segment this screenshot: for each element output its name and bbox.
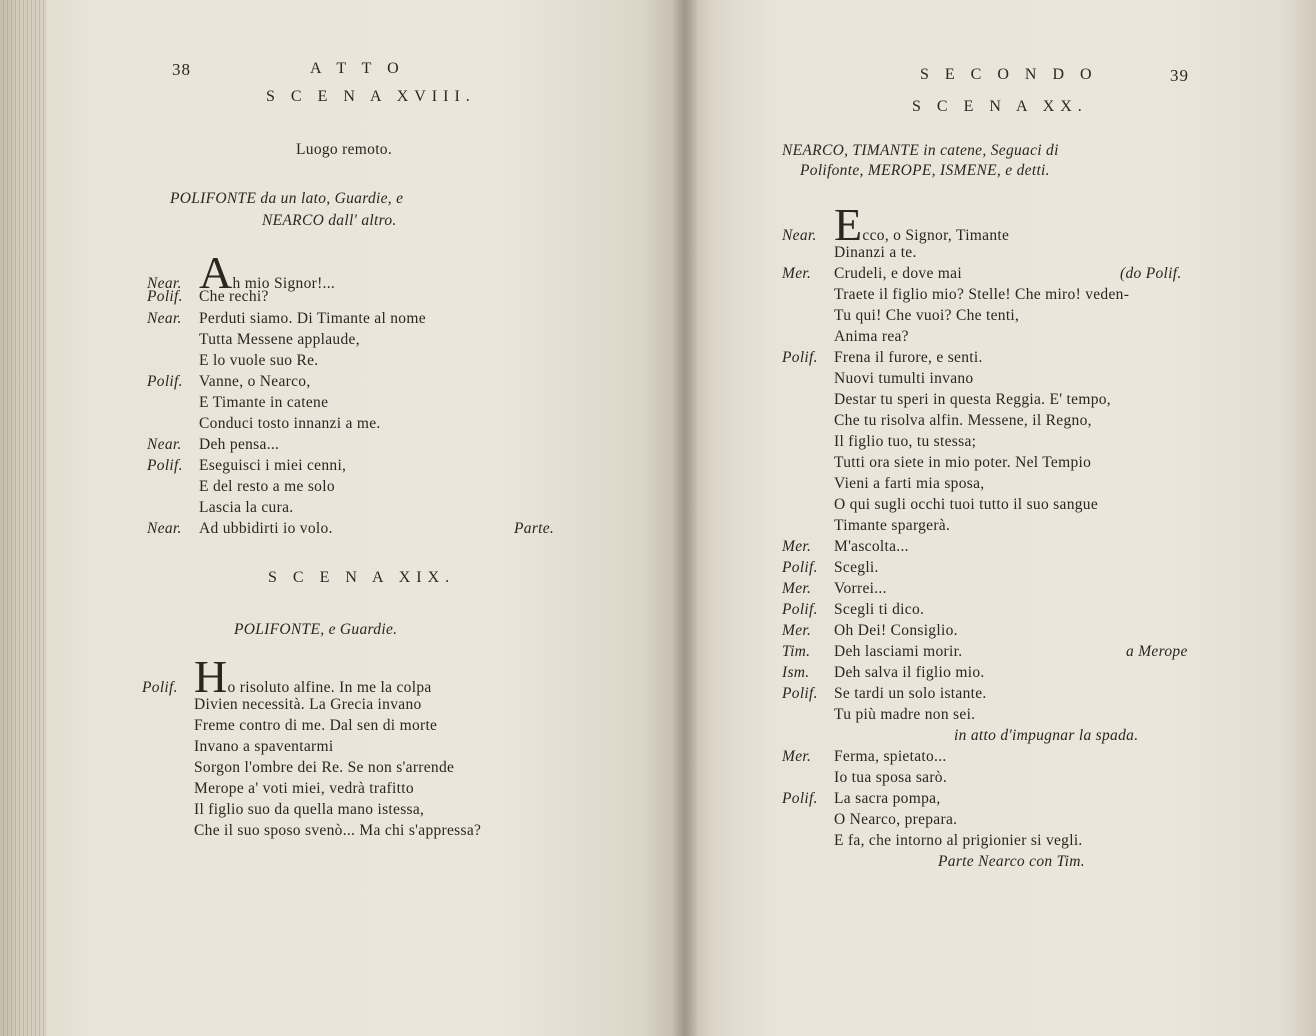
speaker: Polif. [782, 349, 818, 366]
line-text: Eseguisci i miei cenni, [199, 457, 347, 474]
line-text: Vanne, o Nearco, [199, 373, 311, 390]
dialogue-line: Sorgon l'ombre dei Re. Se non s'arrende [194, 759, 455, 776]
stage-direction: (do Polif. [1120, 265, 1182, 282]
dialogue-line: E lo vuole suo Re. [199, 352, 319, 369]
speaker: Polif. [147, 288, 183, 305]
dialogue-line [142, 651, 432, 702]
dialogue-line: Il figlio tuo, tu stessa; [834, 433, 977, 450]
line-text: o risoluto alfine. In me la colpa [227, 679, 432, 696]
dialogue-line: Tu qui! Che vuoi? Che tenti, [834, 307, 1020, 324]
dialogue-line [782, 538, 909, 556]
dialogue-line [147, 288, 269, 306]
speaker: Polif. [147, 457, 183, 474]
speaker: Mer. [782, 622, 812, 639]
speaker: Polif. [147, 373, 183, 390]
speaker: Polif. [782, 790, 818, 807]
dialogue-line [782, 349, 983, 367]
characters: POLIFONTE, e Guardie. [234, 621, 398, 638]
dialogue-line [782, 790, 941, 808]
scene-title: S C E N A XIX. [268, 569, 456, 586]
line-text: Ferma, spietato... [834, 748, 947, 765]
line-text: Scegli. [834, 559, 879, 576]
right-page [684, 0, 1316, 1036]
line-text: Deh salva il figlio mio. [834, 664, 985, 681]
speaker: Near. [147, 275, 182, 292]
line-text: Ad ubbidirti io volo. [199, 520, 333, 537]
dialogue-line: Invano a spaventarmi [194, 738, 334, 755]
speaker: Tim. [782, 643, 811, 660]
speaker: Polif. [782, 601, 818, 618]
running-head: S E C O N D O [920, 66, 1098, 83]
speaker: Mer. [782, 748, 812, 765]
dialogue-line [782, 664, 985, 682]
line-text: Deh pensa... [199, 436, 280, 453]
dialogue-line: Freme contro di me. Dal sen di morte [194, 717, 438, 734]
speaker: Near. [147, 436, 182, 453]
dialogue-line [147, 457, 346, 475]
characters: NEARCO, TIMANTE in catene, Seguaci di [782, 142, 1059, 159]
dialogue-line: Traete il figlio mio? Stelle! Che miro! veden- [834, 286, 1130, 303]
dialogue-line [782, 199, 1010, 250]
running-head: A T T O [310, 60, 405, 77]
drop-cap: A [199, 247, 233, 298]
dialogue-line: O qui sugli occhi tuoi tutto il suo sangue [834, 496, 1099, 513]
dialogue-line [782, 622, 958, 640]
dialogue-line: E fa, che intorno al prigionier si vegli. [834, 832, 1083, 849]
dialogue-line [147, 436, 279, 454]
dialogue-line: E del resto a me solo [199, 478, 335, 495]
line-text: Deh lasciami morir. [834, 643, 963, 660]
book-gutter [672, 0, 698, 1036]
dialogue-line [782, 685, 987, 703]
speaker: Near. [147, 520, 182, 537]
line-text: Frena il furore, e senti. [834, 349, 983, 366]
line-text: Crudeli, e dove mai [834, 265, 962, 282]
speaker: Polif. [782, 685, 818, 702]
dialogue-line: Tutti ora siete in mio poter. Nel Tempio [834, 454, 1092, 471]
line-text: La sacra pompa, [834, 790, 941, 807]
dialogue-line: E Timante in catene [199, 394, 329, 411]
dialogue-line: Divien necessità. La Grecia invano [194, 696, 422, 713]
dialogue-line: Conduci tosto innanzi a me. [199, 415, 381, 432]
speaker: Near. [147, 310, 182, 327]
stage-direction: Parte Nearco con Tim. [938, 853, 1085, 870]
dialogue-line: Lascia la cura. [199, 499, 294, 516]
stage-direction: Parte. [514, 520, 555, 537]
dialogue-line [782, 601, 924, 619]
dialogue-line [782, 580, 887, 598]
dialogue-line: Vieni a farti mia sposa, [834, 475, 985, 492]
speaker: Ism. [782, 664, 810, 681]
line-text: Scegli ti dico. [834, 601, 925, 618]
speaker: Mer. [782, 265, 812, 282]
speaker: Near. [782, 227, 817, 244]
line-text: Vorrei... [834, 580, 887, 597]
dialogue-line [782, 559, 879, 577]
speaker: Polif. [142, 679, 178, 696]
line-text: Che rechi? [199, 288, 269, 305]
dialogue-line: Timante spargerà. [834, 517, 951, 534]
dialogue-line: Che tu risolva alfin. Messene, il Regno, [834, 412, 1092, 429]
setting: Luogo remoto. [296, 141, 393, 158]
dialogue-line: Dinanzi a te. [834, 244, 917, 261]
dialogue-line [147, 310, 426, 328]
stage-direction: a Merope [1126, 643, 1188, 660]
line-text: Oh Dei! Consiglio. [834, 622, 958, 639]
dialogue-line: Il figlio suo da quella mano istessa, [194, 801, 425, 818]
line-text: h mio Signor!... [232, 275, 336, 292]
dialogue-line: Tu più madre non sei. [834, 706, 976, 723]
line-text: cco, o Signor, Timante [862, 227, 1010, 244]
page-edges [0, 0, 46, 1036]
characters: NEARCO dall' altro. [262, 212, 397, 229]
speaker: Polif. [782, 559, 818, 576]
line-text: M'ascolta... [834, 538, 909, 555]
dialogue-line [147, 373, 311, 391]
stage-direction: in atto d'impugnar la spada. [954, 727, 1139, 744]
scene-title: S C E N A XVIII. [266, 88, 476, 105]
drop-cap: E [834, 199, 863, 250]
dialogue-line: Destar tu speri in questa Reggia. E' tempo, [834, 391, 1111, 408]
dialogue-line [782, 265, 962, 283]
line-text: Se tardi un solo istante. [834, 685, 987, 702]
dialogue-line: Tutta Messene applaude, [199, 331, 360, 348]
dialogue-line: Anima rea? [834, 328, 909, 345]
line-text: Perduti siamo. Di Timante al nome [199, 310, 426, 327]
dialogue-line: O Nearco, prepara. [834, 811, 958, 828]
page-number: 39 [1170, 66, 1189, 85]
dialogue-line [782, 748, 947, 766]
dialogue-line [782, 643, 962, 661]
dialogue-line: Merope a' voti miei, vedrà trafitto [194, 780, 414, 797]
speaker: Mer. [782, 580, 812, 597]
speaker: Mer. [782, 538, 812, 555]
characters: POLIFONTE da un lato, Guardie, e [170, 190, 404, 207]
dialogue-line [147, 520, 333, 538]
drop-cap: H [194, 651, 228, 702]
dialogue-line: Nuovi tumulti invano [834, 370, 974, 387]
dialogue-line: Io tua sposa sarò. [834, 769, 948, 786]
dialogue-line: Che il suo sposo svenò... Ma chi s'appressa? [194, 822, 482, 839]
scene-title: S C E N A XX. [912, 98, 1088, 115]
page-number: 38 [172, 60, 191, 79]
characters: Polifonte, MEROPE, ISMENE, e detti. [800, 162, 1050, 179]
